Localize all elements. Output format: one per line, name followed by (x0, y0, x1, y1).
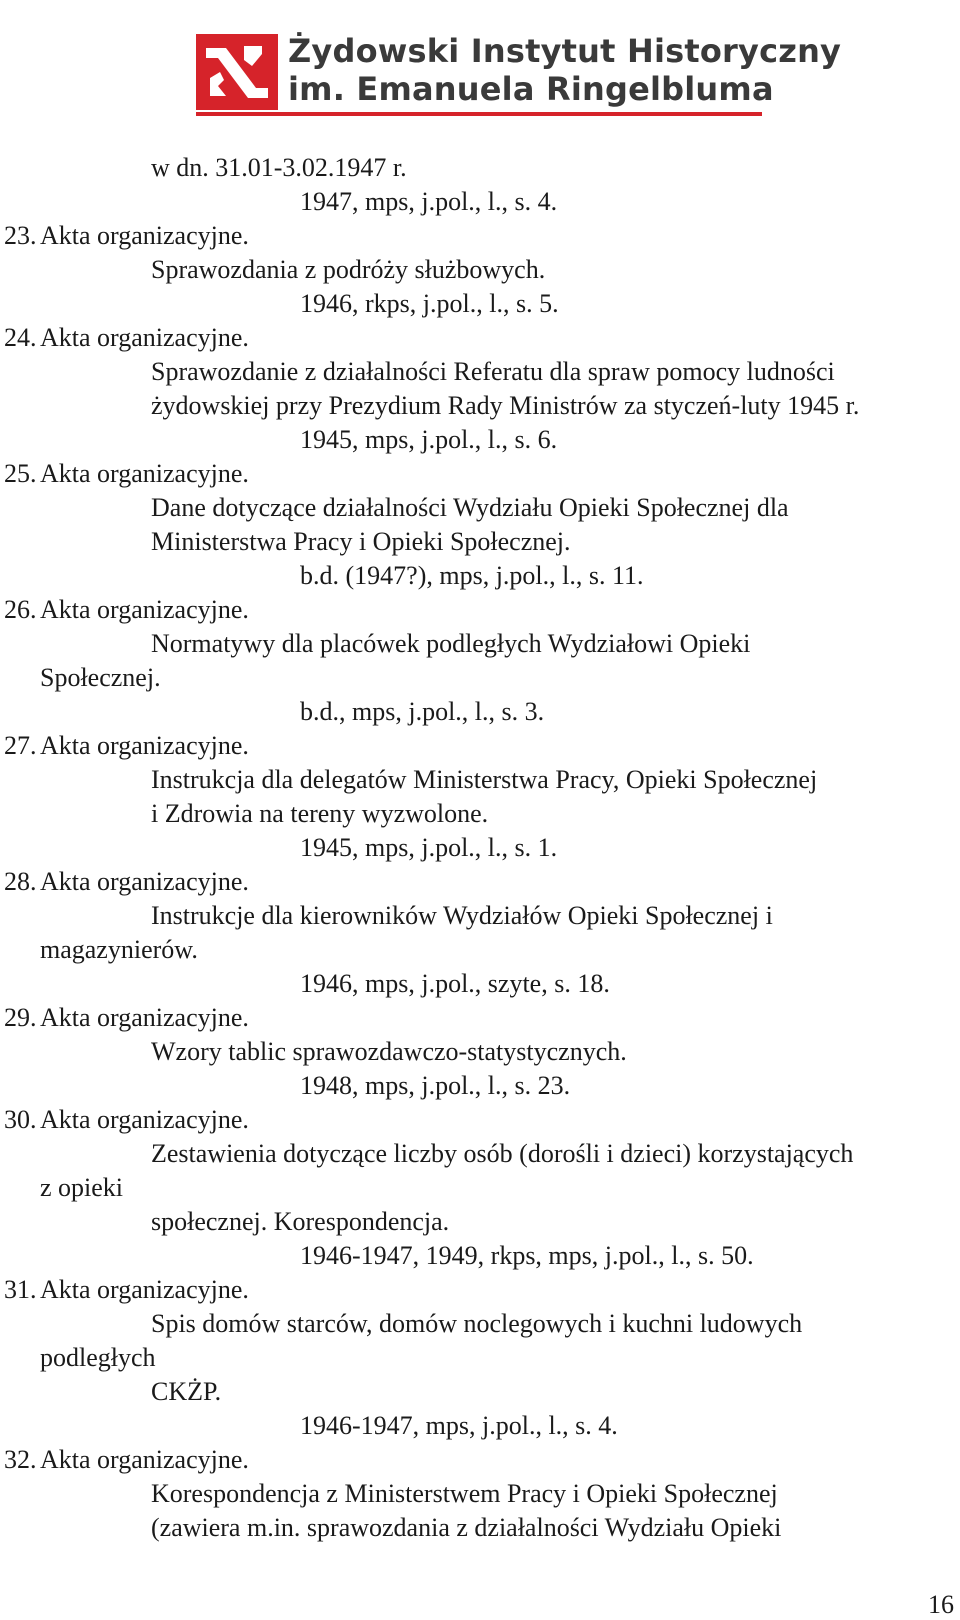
entry-text: Instrukcja dla delegatów Ministerstwa Pracy, Opieki Społecznej (151, 765, 818, 794)
entry-line (0, 1341, 960, 1375)
entry-line (0, 865, 960, 899)
entry-number: 24. (4, 323, 37, 352)
entry-heading: Akta organizacyjne. (40, 867, 249, 896)
entry-line (0, 525, 960, 559)
entry-line (0, 389, 960, 423)
entry-number: 28. (4, 867, 37, 896)
entry-number: 32. (4, 1445, 37, 1474)
entry-dates: 1946, rkps, j.pol., l., s. 5. (300, 289, 559, 318)
entry-line (0, 967, 960, 1001)
entry-line (0, 1273, 960, 1307)
entry-dates: b.d. (1947?), mps, j.pol., l., s. 11. (300, 561, 644, 590)
entry-heading: Akta organizacyjne. (40, 221, 249, 250)
entry-heading: Akta organizacyjne. (40, 731, 249, 760)
entry-text: żydowskiej przy Prezydium Rady Ministrów za styczeń-luty 1945 r. (151, 391, 860, 420)
entry-text: (zawiera m.in. sprawozdania z działalności Wydziału Opieki (151, 1513, 782, 1542)
entry-line (0, 729, 960, 763)
entry-line (0, 695, 960, 729)
entry-text: Normatywy dla placówek podległych Wydziałowi Opieki (151, 629, 751, 658)
entry-line (0, 287, 960, 321)
entry-text: Korespondencja z Ministerstwem Pracy i Opieki Społecznej (151, 1479, 778, 1508)
entry-line (0, 151, 960, 185)
entry-line (0, 1443, 960, 1477)
entry-text: magazynierów. (40, 935, 198, 964)
entry-line (0, 1409, 960, 1443)
entry-text: Instrukcje dla kierowników Wydziałów Opieki Społecznej i (151, 901, 773, 930)
entry-line (0, 763, 960, 797)
header-rule (196, 112, 762, 116)
entry-dates: 1946-1947, mps, j.pol., l., s. 4. (300, 1411, 618, 1440)
entry-line (0, 1239, 960, 1273)
entry-line (0, 355, 960, 389)
institution-name-line2: im. Emanuela Ringelbluma (288, 70, 774, 108)
entry-number: 27. (4, 731, 37, 760)
entry-text: społecznej. Korespondencja. (151, 1207, 450, 1236)
entry-line (0, 933, 960, 967)
entry-dates: 1945, mps, j.pol., l., s. 6. (300, 425, 558, 454)
entry-dates: 1946-1947, 1949, rkps, mps, j.pol., l., s. 50. (300, 1241, 754, 1270)
entry-line (0, 593, 960, 627)
zih-logo-icon (196, 34, 278, 110)
entry-text: Wzory tablic sprawozdawczo-statystycznych. (151, 1037, 627, 1066)
entry-heading: Akta organizacyjne. (40, 323, 249, 352)
entry-number: 25. (4, 459, 37, 488)
entry-text: Spis domów starców, domów noclegowych i kuchni ludowych (151, 1309, 803, 1338)
entry-line (0, 1001, 960, 1035)
entry-line (0, 1137, 960, 1171)
entry-text: w dn. 31.01-3.02.1947 r. (151, 153, 407, 182)
entry-line (0, 627, 960, 661)
entry-text: Dane dotyczące działalności Wydziału Opieki Społecznej dla (151, 493, 789, 522)
archive-inventory-list (0, 151, 960, 1545)
entry-line (0, 491, 960, 525)
entry-line (0, 1375, 960, 1409)
entry-text: Sprawozdanie z działalności Referatu dla spraw pomocy ludności (151, 357, 835, 386)
entry-text: Zestawienia dotyczące liczby osób (dorośli i dzieci) korzystających (151, 1139, 854, 1168)
entry-text: Sprawozdania z podróży służbowych. (151, 255, 546, 284)
entry-line (0, 253, 960, 287)
entry-heading: Akta organizacyjne. (40, 1105, 249, 1134)
entry-heading: Akta organizacyjne. (40, 1275, 249, 1304)
entry-line (0, 1477, 960, 1511)
entry-line (0, 185, 960, 219)
entry-line (0, 1069, 960, 1103)
entry-heading: Akta organizacyjne. (40, 595, 249, 624)
entry-line (0, 831, 960, 865)
entry-line (0, 1511, 960, 1545)
entry-text: i Zdrowia na tereny wyzwolone. (151, 799, 489, 828)
institution-name-line1: Żydowski Instytut Historyczny (288, 32, 842, 70)
entry-heading: Akta organizacyjne. (40, 1445, 249, 1474)
entry-number: 30. (4, 1105, 37, 1134)
entry-dates: 1945, mps, j.pol., l., s. 1. (300, 833, 558, 862)
entry-dates: b.d., mps, j.pol., l., s. 3. (300, 697, 545, 726)
page-number: 16 (928, 1590, 954, 1619)
entry-line (0, 457, 960, 491)
entry-number: 26. (4, 595, 37, 624)
entry-line (0, 1171, 960, 1205)
entry-text: podległych (40, 1343, 156, 1372)
entry-line (0, 1035, 960, 1069)
entry-dates: 1948, mps, j.pol., l., s. 23. (300, 1071, 571, 1100)
entry-number: 31. (4, 1275, 37, 1304)
entry-text: CKŻP. (151, 1377, 222, 1406)
entry-line (0, 1307, 960, 1341)
entry-line (0, 1205, 960, 1239)
entry-line (0, 559, 960, 593)
entry-line (0, 899, 960, 933)
entry-line (0, 219, 960, 253)
entry-heading: Akta organizacyjne. (40, 459, 249, 488)
entry-line (0, 1103, 960, 1137)
institution-header (196, 32, 842, 116)
entry-text: Społecznej. (40, 663, 161, 692)
entry-text: z opieki (40, 1173, 124, 1202)
entry-number: 23. (4, 221, 37, 250)
entry-dates: 1946, mps, j.pol., szyte, s. 18. (300, 969, 610, 998)
entry-line (0, 321, 960, 355)
entry-number: 29. (4, 1003, 37, 1032)
entry-text: Ministerstwa Pracy i Opieki Społecznej. (151, 527, 571, 556)
entry-line (0, 797, 960, 831)
entry-heading: Akta organizacyjne. (40, 1003, 249, 1032)
entry-dates: 1947, mps, j.pol., l., s. 4. (300, 187, 558, 216)
entry-line (0, 661, 960, 695)
entry-line (0, 423, 960, 457)
